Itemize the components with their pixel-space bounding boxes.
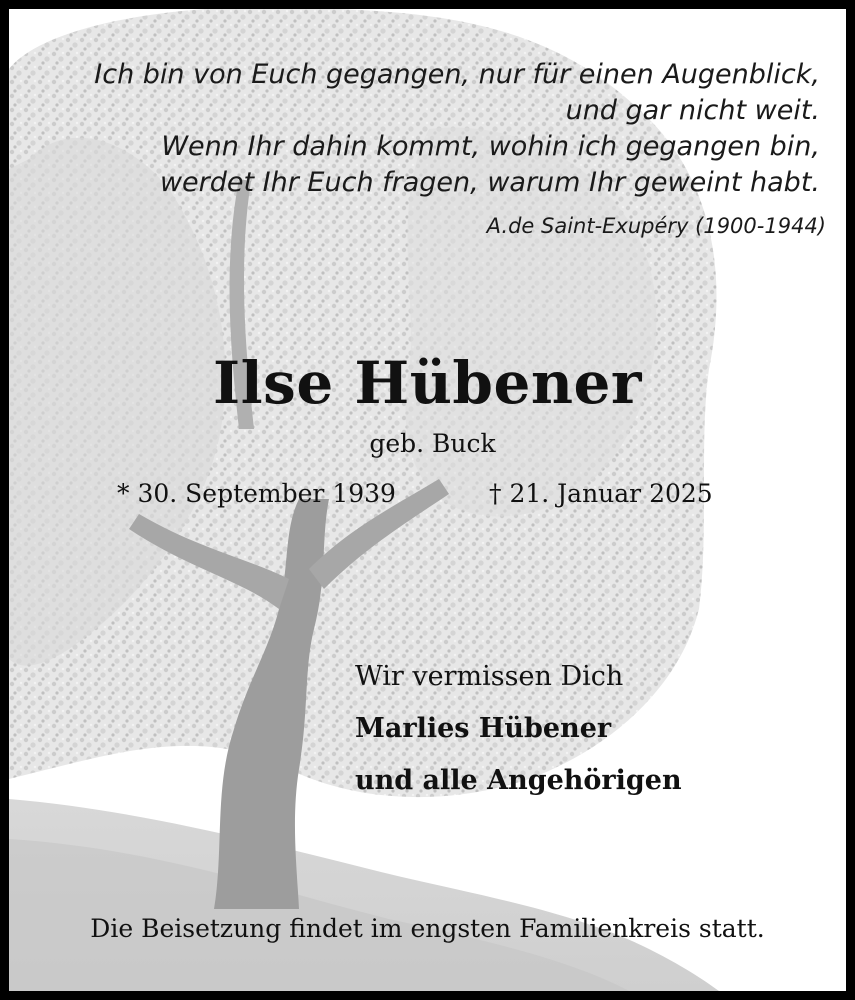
- birth-date: * 30. September 1939: [117, 479, 396, 508]
- quote-attribution: A.de Saint-Exupéry (1900-1944): [486, 214, 826, 238]
- quote-line-2: und gar nicht weit.: [565, 95, 820, 126]
- quote-line-1: Ich bin von Euch gegangen, nur für einen Augenblick,: [94, 59, 820, 90]
- quote-line-4: werdet Ihr Euch fragen, warum Ihr geweint habt.: [159, 167, 820, 198]
- signoff-relatives: und alle Angehörigen: [355, 765, 682, 796]
- quote-line-3: Wenn Ihr dahin kommt, wohin ich gegangen bin,: [161, 131, 820, 162]
- signoff-message: Wir vermissen Dich: [355, 661, 624, 692]
- death-date: † 21. Januar 2025: [489, 479, 713, 508]
- burial-notice: Die Beisetzung findet im engsten Familienkreis statt.: [90, 914, 765, 943]
- deceased-name: Ilse Hübener: [213, 349, 642, 417]
- signoff-name: Marlies Hübener: [355, 713, 612, 744]
- maiden-name: geb. Buck: [369, 429, 496, 458]
